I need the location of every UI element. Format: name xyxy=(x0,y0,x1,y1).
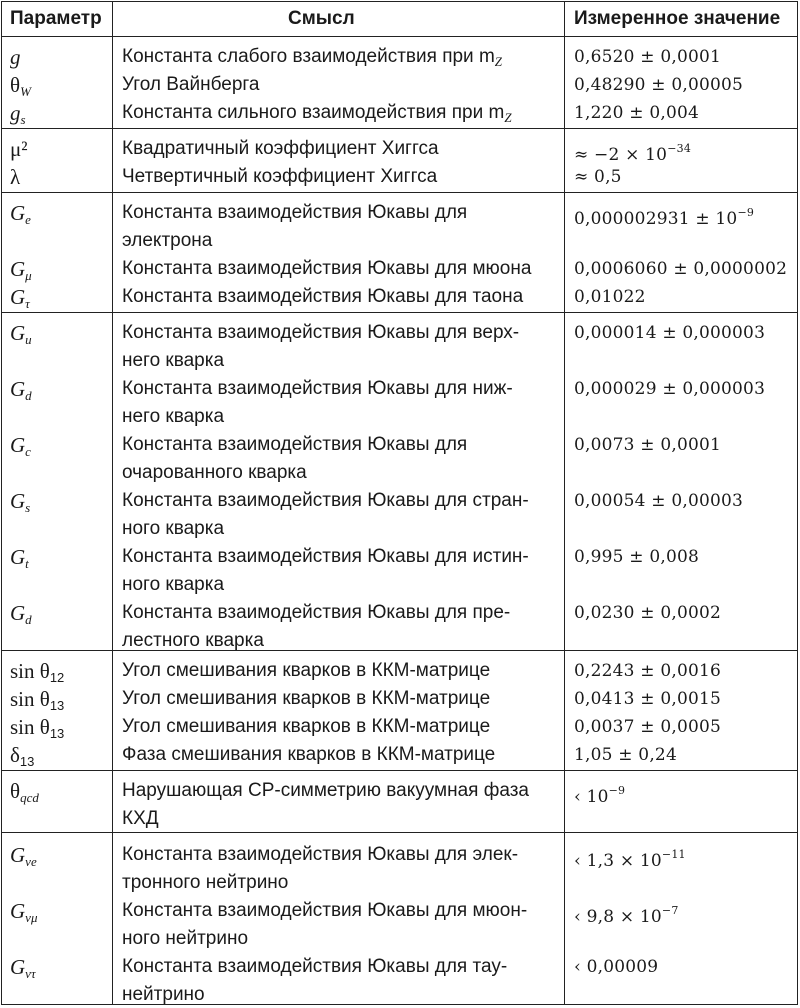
parameter-main: θ xyxy=(10,73,21,97)
parameter-subscript: d xyxy=(25,612,32,627)
parameter-main: G xyxy=(10,321,26,345)
parameter-subscript: νμ xyxy=(25,910,38,925)
measured-value xyxy=(574,842,686,874)
measured-value xyxy=(574,432,721,458)
meaning-text: Угол Вайнберга xyxy=(122,74,260,95)
parameter-subscript: s xyxy=(25,500,31,515)
value-exponent: −9 xyxy=(737,206,755,219)
meaning-text: электрона xyxy=(122,230,213,251)
value-text: ≈ 0,5 xyxy=(574,167,622,187)
meaning-text: тронного нейтрино xyxy=(122,872,289,893)
value-text: ‹ 0,00009 xyxy=(574,957,659,977)
header-parameter: Параметр xyxy=(10,8,102,29)
parameter-subscript: u xyxy=(25,332,32,347)
measured-value xyxy=(574,376,765,402)
value-text: 0,0006060 ± 0,0000002 xyxy=(574,259,788,279)
value-text: ‹ 9,8 × 10 xyxy=(574,907,662,927)
parameter-symbol xyxy=(10,136,28,164)
parameter-symbol xyxy=(10,742,34,775)
value-exponent: −9 xyxy=(608,784,626,797)
parameter-subscript: 13 xyxy=(19,754,35,769)
parameter-subscript: μ xyxy=(25,268,32,283)
parameter-symbol xyxy=(10,320,32,353)
parameter-symbol xyxy=(10,842,37,875)
parameter-subscript: d xyxy=(25,388,32,403)
parameter-main: G xyxy=(10,545,26,569)
parameter-symbol xyxy=(10,284,30,317)
parameter-main: G xyxy=(10,201,26,225)
meaning-subscript: Z xyxy=(494,54,503,69)
value-text: 0,000002931 ± 10 xyxy=(574,209,738,229)
measured-value xyxy=(574,954,658,980)
parameter-main: G xyxy=(10,955,26,979)
measured-value xyxy=(574,72,743,98)
value-text: 0,2243 ± 0,0016 xyxy=(574,661,722,681)
meaning-text: Константа взаимодействия Юкавы для мюона xyxy=(122,258,532,279)
meaning-text: лестного кварка xyxy=(122,630,264,651)
value-text: 0,0073 ± 0,0001 xyxy=(574,435,722,455)
value-text: ‹ 1,3 × 10 xyxy=(574,851,662,871)
measured-value xyxy=(574,256,787,282)
parameter-main: G xyxy=(10,433,26,457)
value-exponent: −7 xyxy=(661,904,679,917)
measured-value xyxy=(574,544,699,570)
meaning-text: Угол смешивания кварков в ККМ-матрице xyxy=(122,660,491,681)
meaning-text xyxy=(122,44,502,75)
parameter-symbol xyxy=(10,164,20,192)
parameters-table xyxy=(1,1,798,1005)
measured-value xyxy=(574,284,646,310)
parameter-main: sin θ xyxy=(10,687,50,711)
parameter-symbol xyxy=(10,376,32,409)
parameter-main: g xyxy=(10,45,21,69)
meaning-text: Константа взаимодействия Юкавы для верх- xyxy=(122,322,520,343)
value-text: 0,0037 ± 0,0005 xyxy=(574,717,722,737)
row-divider xyxy=(2,832,797,833)
value-text: 1,220 ± 0,004 xyxy=(574,103,699,123)
meaning-text: Квадратичный коэффициент Хиггса xyxy=(122,138,439,159)
parameter-subscript: ντ xyxy=(25,966,36,981)
parameter-subscript: e xyxy=(25,212,31,227)
meaning-text: Константа взаимодействия Юкавы для элек- xyxy=(122,844,519,865)
parameter-subscript: νe xyxy=(25,854,37,869)
meaning-text: КХД xyxy=(122,808,159,829)
parameter-main: G xyxy=(10,377,26,401)
value-text: 0,000029 ± 0,000003 xyxy=(574,379,766,399)
parameter-subscript: τ xyxy=(25,296,30,311)
meaning-text: очарованного кварка xyxy=(122,462,307,483)
measured-value xyxy=(574,658,721,684)
header-value: Измеренное значение xyxy=(574,8,781,29)
meaning-text: ного нейтрино xyxy=(122,928,249,949)
parameter-main: G xyxy=(10,899,26,923)
value-text: 1,05 ± 0,24 xyxy=(574,745,677,765)
measured-value xyxy=(574,488,743,514)
meaning-text: ного кварка xyxy=(122,574,225,595)
parameter-subscript: 12 xyxy=(49,670,65,685)
value-text: 0,48290 ± 0,00005 xyxy=(574,75,744,95)
parameter-subscript: c xyxy=(25,444,31,459)
measured-value xyxy=(574,200,754,232)
parameter-symbol xyxy=(10,432,31,465)
meaning-text: него кварка xyxy=(122,406,225,427)
value-text: 0,995 ± 0,008 xyxy=(574,547,699,567)
value-exponent: −34 xyxy=(667,142,692,155)
value-text: 0,00054 ± 0,00003 xyxy=(574,491,744,511)
meaning-text: нейтрино xyxy=(122,984,205,1005)
meaning-text: Константа взаимодействия Юкавы для стран- xyxy=(122,490,529,511)
meaning-text: Константа взаимодействия Юкавы для пре- xyxy=(122,602,511,623)
parameter-main: δ xyxy=(10,743,20,767)
header-meaning: Смысл xyxy=(288,8,355,29)
meaning-text: Угол смешивания кварков в ККМ-матрице xyxy=(122,688,491,709)
parameter-main: G xyxy=(10,285,26,309)
row-divider xyxy=(2,192,797,193)
measured-value xyxy=(574,742,677,768)
meaning-line: Константа сильного взаимодействия при m xyxy=(122,102,505,123)
parameter-symbol xyxy=(10,488,30,521)
measured-value xyxy=(574,320,765,346)
parameter-main: G xyxy=(10,601,26,625)
value-text: 0,000014 ± 0,000003 xyxy=(574,323,766,343)
meaning-text: Четвертичный коэффициент Хиггса xyxy=(122,166,438,187)
meaning-text: Константа взаимодействия Юкавы для таона xyxy=(122,286,524,307)
parameter-subscript: t xyxy=(25,556,29,571)
parameter-symbol xyxy=(10,600,32,633)
value-text: 0,0230 ± 0,0002 xyxy=(574,603,722,623)
measured-value xyxy=(574,100,699,126)
parameter-main: G xyxy=(10,257,26,281)
parameter-main: λ xyxy=(10,165,21,189)
value-exponent: −11 xyxy=(661,848,686,861)
parameter-subscript: 13 xyxy=(49,698,65,713)
row-divider xyxy=(2,770,797,771)
meaning-text: ного кварка xyxy=(122,518,225,539)
meaning-text: Константа взаимодействия Юкавы для xyxy=(122,202,468,223)
parameter-subscript: qcd xyxy=(20,790,39,805)
parameter-symbol xyxy=(10,778,39,811)
measured-value xyxy=(574,778,625,810)
row-divider xyxy=(2,312,797,313)
parameter-symbol xyxy=(10,200,31,233)
parameter-symbol xyxy=(10,44,21,72)
value-text: ≈ −2 × 10 xyxy=(574,145,668,165)
parameter-main: θ xyxy=(10,779,21,803)
meaning-subscript: Z xyxy=(504,110,512,125)
meaning-text: Угол смешивания кварков в ККМ-матрице xyxy=(122,716,491,737)
parameter-symbol xyxy=(10,898,37,931)
meaning-line: Константа слабого взаимодействия при m xyxy=(122,46,495,67)
meaning-text: Константа взаимодействия Юкавы для xyxy=(122,434,468,455)
parameter-symbol xyxy=(10,100,26,133)
value-text: 0,0413 ± 0,0015 xyxy=(574,689,722,709)
parameter-main: μ² xyxy=(10,137,28,161)
meaning-text xyxy=(122,100,512,131)
parameter-main: G xyxy=(10,843,26,867)
parameter-main: G xyxy=(10,489,26,513)
value-text: 0,01022 xyxy=(574,287,646,307)
meaning-text: Нарушающая CP-симметрию вакуумная фаза xyxy=(122,780,529,801)
measured-value xyxy=(574,164,622,190)
measured-value xyxy=(574,686,721,712)
value-text: 0,6520 ± 0,0001 xyxy=(574,47,722,67)
meaning-text: него кварка xyxy=(122,350,225,371)
parameter-symbol xyxy=(10,954,36,987)
meaning-text: Константа взаимодействия Юкавы для тау- xyxy=(122,956,508,977)
value-text: ‹ 10 xyxy=(574,787,609,807)
parameter-subscript: 13 xyxy=(49,726,65,741)
parameter-symbol xyxy=(10,544,29,577)
measured-value xyxy=(574,600,721,626)
measured-value xyxy=(574,898,679,930)
measured-value xyxy=(574,714,721,740)
meaning-text: Константа взаимодействия Юкавы для мюон- xyxy=(122,900,528,921)
parameter-main: g xyxy=(10,101,21,125)
meaning-text: Константа взаимодействия Юкавы для истин- xyxy=(122,546,529,567)
meaning-text: Константа взаимодействия Юкавы для ниж- xyxy=(122,378,513,399)
meaning-text: Фаза смешивания кварков в ККМ-матрице xyxy=(122,744,496,765)
column-divider xyxy=(564,2,565,1004)
parameter-subscript: s xyxy=(20,112,26,127)
row-divider xyxy=(2,36,797,37)
parameter-main: sin θ xyxy=(10,659,50,683)
parameter-main: sin θ xyxy=(10,715,50,739)
parameter-subscript: W xyxy=(20,84,31,99)
measured-value xyxy=(574,44,721,70)
column-divider xyxy=(112,2,113,1004)
